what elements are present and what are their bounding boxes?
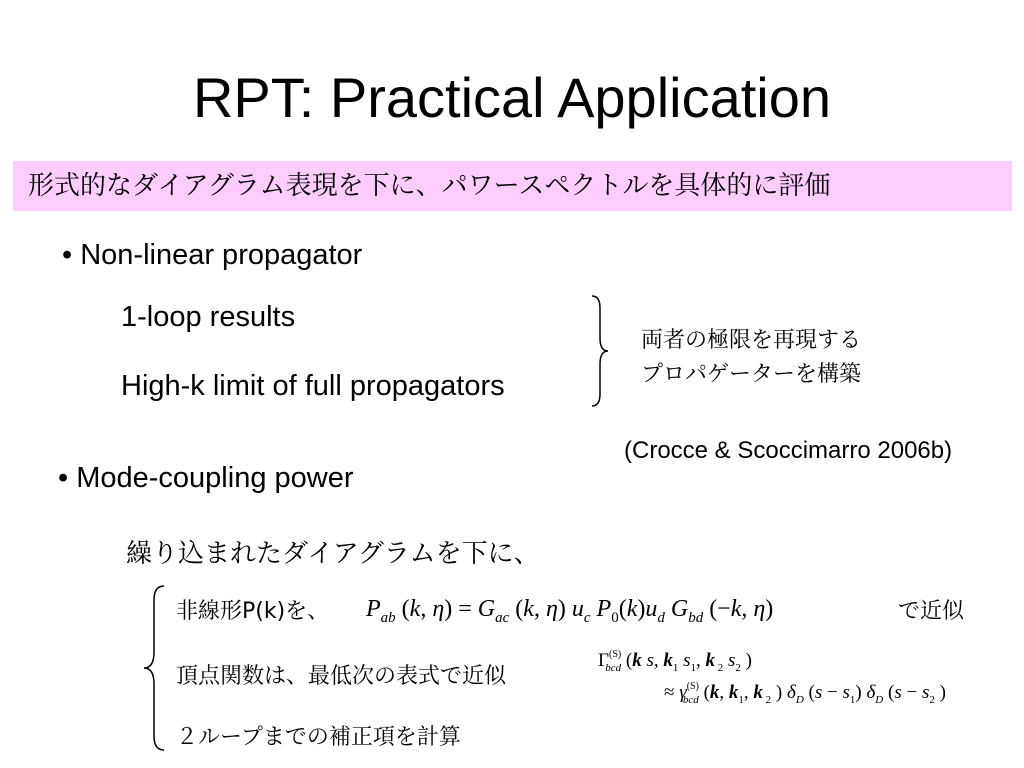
note-line-1: 両者の極限を再現する	[641, 328, 862, 353]
bullet-label: Non-linear propagator	[80, 239, 363, 271]
note-line-2: プロパゲーターを構築	[641, 362, 862, 387]
item-1loop: 1-loop results	[121, 301, 296, 333]
bullet-dot: •	[62, 239, 81, 271]
item-nonlinear-pk-suffix: で近似	[898, 599, 965, 624]
pk-approximation-formula	[364, 586, 904, 630]
bullet-dot: •	[58, 462, 77, 494]
bullet-mode-coupling	[58, 462, 354, 495]
svg-text:≈ γ(S)bcd (k, k1, k 2 ) δD (s: ≈ $\gamma^{(S)}$ bcd (k, $k_1$, k $_2$ ) $\delta_D$ $(s - s_1)$ $\delta_D$ ($s - s_2$ )	[664, 681, 946, 706]
item-nonlinear-pk: 非線形P(k)を、	[176, 599, 330, 624]
item-vertex-function: 頂点関数は、最低次の表式で近似	[176, 664, 507, 689]
mode-coupling-lead: 繰り込まれたダイアグラムを下に、	[126, 539, 540, 569]
summary-banner: 形式的なダイアグラム表現を下に、パワースペクトルを具体的に評価	[13, 161, 1012, 211]
bullet-label: Mode-coupling power	[76, 462, 354, 494]
slide-title: RPT: Practical Application	[192, 66, 832, 129]
bullet-nonlinear-propagator	[62, 239, 362, 272]
svg-text:Pab (k, η) = Gac (k, η) uc: $P_{ab}$ (k, $\eta) = G_{ac}$ (k, η) $u_c$ $P_0(k)u_d$ $G_{bd}$ (−k, η)	[366, 596, 774, 626]
citation: (Crocce & Scoccimarro 2006b)	[624, 437, 953, 464]
item-highk: High-k limit of full propagators	[121, 370, 505, 402]
left-brace-icon	[138, 584, 168, 752]
vertex-approximation-formula	[596, 640, 1020, 716]
svg-text:Γ(S)bcd (k s, k1 s1, k 2 s2 ): $\Gamma^{(S)}$ bcd (k s, $k_1$ $s_1$, k $_2$ $s_2$ )	[598, 649, 752, 674]
item-two-loop: ２ループまでの補正項を計算	[176, 725, 461, 750]
right-brace-icon	[588, 294, 614, 408]
